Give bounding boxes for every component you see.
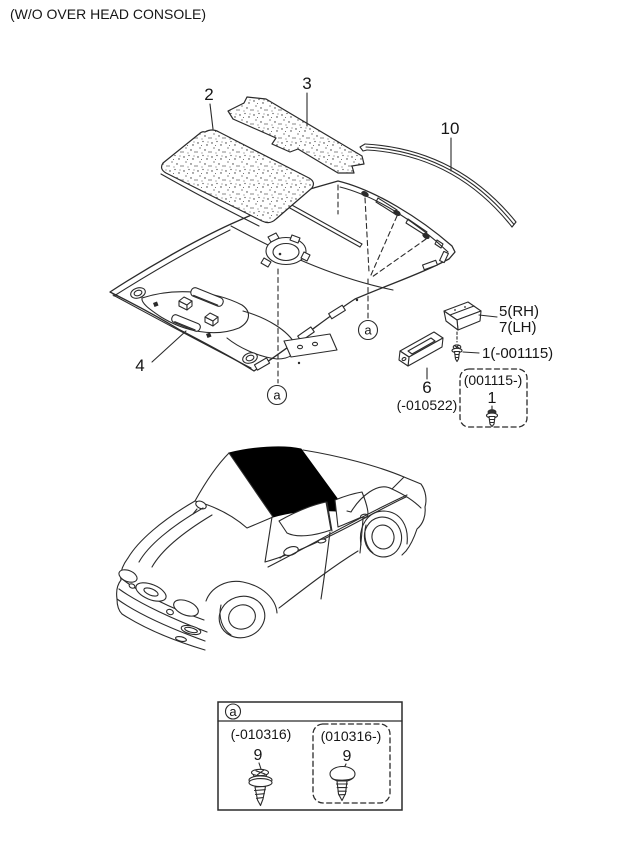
legend-marker-label: a <box>229 704 237 719</box>
legend-frame <box>218 702 402 810</box>
reference-marker-a-left <box>268 269 287 405</box>
vehicle-illustration <box>117 447 426 650</box>
lamp-slot-1 <box>190 286 225 307</box>
screw-1-late-icon <box>487 410 498 427</box>
bumper-vent <box>175 636 187 643</box>
callout-label-1-early[interactable]: 1(-001115) <box>482 345 554 362</box>
clip-block-1 <box>179 297 192 310</box>
hood-crease-2 <box>152 515 212 567</box>
leader-line-2 <box>210 104 213 129</box>
molding-top-line <box>365 144 516 222</box>
door-handle-front <box>318 538 327 543</box>
callout-label-2[interactable]: 2 <box>204 85 214 104</box>
marker-a-left-label: a <box>273 387 281 403</box>
marker-a-right-label: a <box>364 322 372 338</box>
fog-lamp <box>180 624 201 637</box>
roof-molding[interactable] <box>360 119 516 227</box>
callout-range-6: (-010522) <box>396 397 458 413</box>
a-pillar-bottom <box>265 517 272 562</box>
fastener-dot-1 <box>153 302 159 308</box>
callout-label-10[interactable]: 10 <box>440 119 460 138</box>
rear-wheel <box>361 514 406 561</box>
front-recess-details <box>129 286 295 365</box>
rocker-line <box>279 551 358 608</box>
rear-flap <box>284 334 337 357</box>
page-title: (W/O OVER HEAD CONSOLE) <box>10 6 207 22</box>
bracket-5-7-group <box>444 302 553 362</box>
headlamp-near <box>171 597 200 620</box>
sunvisor-mount-left <box>129 286 146 300</box>
legend-number-late: 9 <box>342 748 352 765</box>
turn-signal-near <box>166 608 174 615</box>
band-tab-2 <box>406 219 427 235</box>
callout-label-1-late[interactable]: 1 <box>487 390 497 407</box>
reference-marker-a-right <box>338 185 426 340</box>
hood-far-edge <box>121 501 195 580</box>
callout-label-5rh[interactable]: 5(RH) <box>499 303 539 320</box>
callout-label-4[interactable]: 4 <box>135 356 145 375</box>
parklamp-far <box>128 583 135 589</box>
legend-range-early: (-010316) <box>230 726 292 742</box>
callout-range-1-late: (001115-) <box>463 372 523 388</box>
leader-line-1-early <box>463 352 479 353</box>
legend-number-early: 9 <box>253 747 263 764</box>
callout-label-3[interactable]: 3 <box>302 74 312 93</box>
clip-block-2 <box>205 313 218 326</box>
bracket-5-7[interactable] <box>444 302 481 330</box>
rear-bumper <box>402 507 425 555</box>
rear-band-inner-line <box>340 187 448 252</box>
fastener-dot-2 <box>206 333 212 339</box>
dome-lamp-collar <box>261 233 310 267</box>
front-wheel <box>214 590 270 643</box>
legend-box <box>218 702 402 810</box>
headlamp-far <box>117 567 139 584</box>
screw-1-early-icon <box>452 345 462 362</box>
leader-line-4 <box>152 331 186 362</box>
lamp-slot-2 <box>171 314 202 333</box>
molding-mid-line <box>366 147 514 225</box>
sunvisor-mount-right <box>241 351 258 365</box>
callout-headlining[interactable] <box>135 331 186 375</box>
callout-label-7lh[interactable]: 7(LH) <box>499 319 537 336</box>
headlining-top-edge-inner <box>114 230 230 296</box>
leader-line-5-7 <box>479 315 497 317</box>
screw-1-late-box <box>460 369 527 427</box>
legend-range-late: (010316-) <box>320 728 382 744</box>
trunk-seam <box>392 489 421 508</box>
retainer-6[interactable] <box>399 332 443 366</box>
callout-label-6[interactable]: 6 <box>422 378 432 397</box>
retainer-6-group <box>397 332 458 413</box>
molding-ends <box>360 144 516 227</box>
